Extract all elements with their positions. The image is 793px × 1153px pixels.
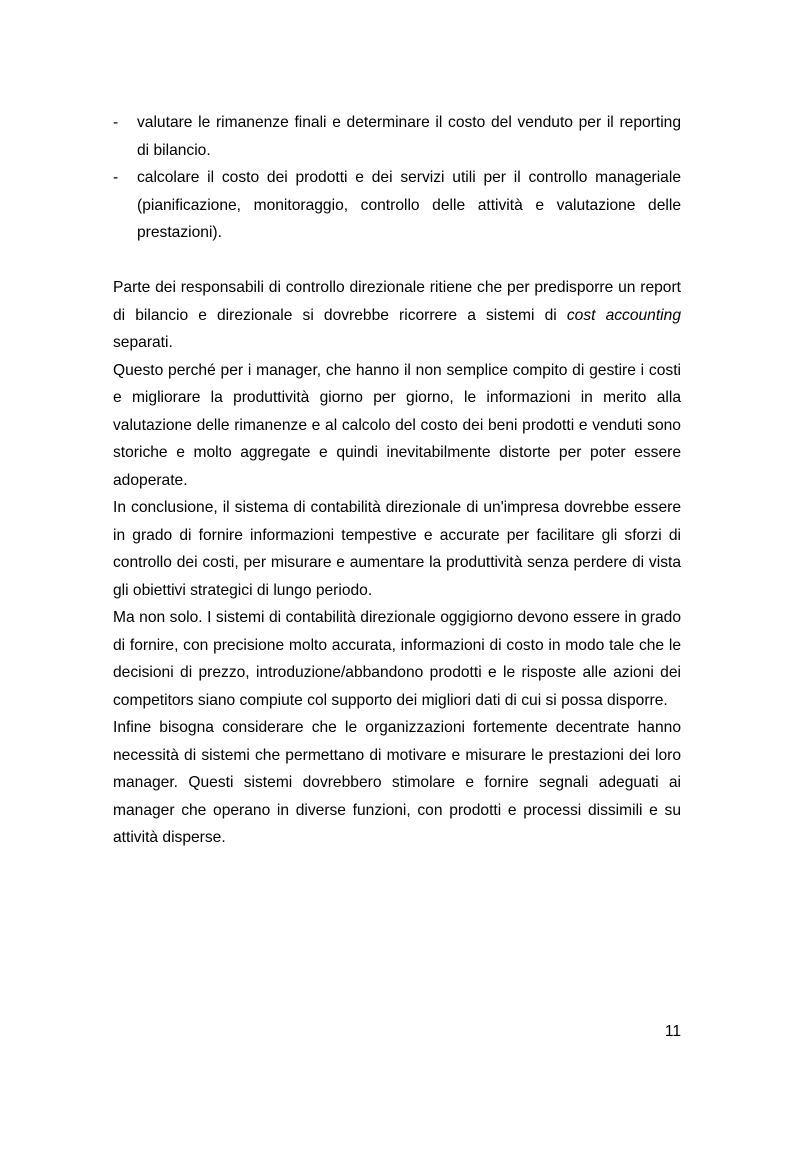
paragraph: Ma non solo. I sistemi di contabilità direzionale oggigiorno devono essere in grado di fornire, con precisione molto accurata, informazioni di costo in modo tale che le decisioni di prezzo, introduzione/abbandono prodotti e le risposte alle azioni dei competitors siano compiute col supporto dei migliori dati di cui si possa disporre.: [113, 609, 681, 709]
bullet-text: calcolare il costo dei prodotti e dei servizi utili per il controllo manageriale (pianificazione, monitoraggio, controllo delle attività e valutazione delle prestazioni).: [137, 169, 681, 241]
paragraph: [113, 274, 681, 357]
bullet-item: [113, 164, 681, 247]
paragraph-text: Parte dei responsabili di controllo direzionale ritiene che per predisporre un report di bilancio e direzionale si dovrebbe ricorrere a sistemi di: [113, 279, 681, 324]
paragraph-spacer: [113, 247, 681, 275]
page-number: 11: [664, 1023, 681, 1040]
italic-term: cost accounting: [566, 306, 681, 324]
bullet-marker: -: [113, 114, 119, 131]
paragraph-text: separati.: [113, 334, 173, 351]
bullet-marker: -: [113, 169, 119, 186]
paragraph: Questo perché per i manager, che hanno il non semplice compito di gestire i costi e migliorare la produttività giorno per giorno, le informazioni in merito alla valutazione delle rimanenze e al calcolo del costo dei beni prodotti e venduti sono storiche e molto aggregate e quindi inevitabilmente distorte per poter essere adoperate.: [113, 361, 681, 489]
document-page: [113, 109, 681, 852]
paragraph: In conclusione, il sistema di contabilità direzionale di un'impresa dovrebbe essere in grado di fornire informazioni tempestive e accurate per facilitare gli sforzi di controllo dei costi, per misurare e aumentare la produttività senza perdere di vista gli obiettivi strategici di lungo periodo.: [113, 499, 681, 599]
bullet-text: valutare le rimanenze finali e determinare il costo del venduto per il reporting di bilancio.: [137, 114, 681, 159]
paragraph: Infine bisogna considerare che le organizzazioni fortemente decentrate hanno necessità di sistemi che permettano di motivare e misurare le prestazioni dei loro manager. Questi sistemi dovrebbero stimolare e fornire segnali adeguati ai manager che operano in diverse funzioni, con prodotti e processi dissimili e su attività disperse.: [113, 719, 681, 846]
bullet-item: [113, 109, 681, 164]
